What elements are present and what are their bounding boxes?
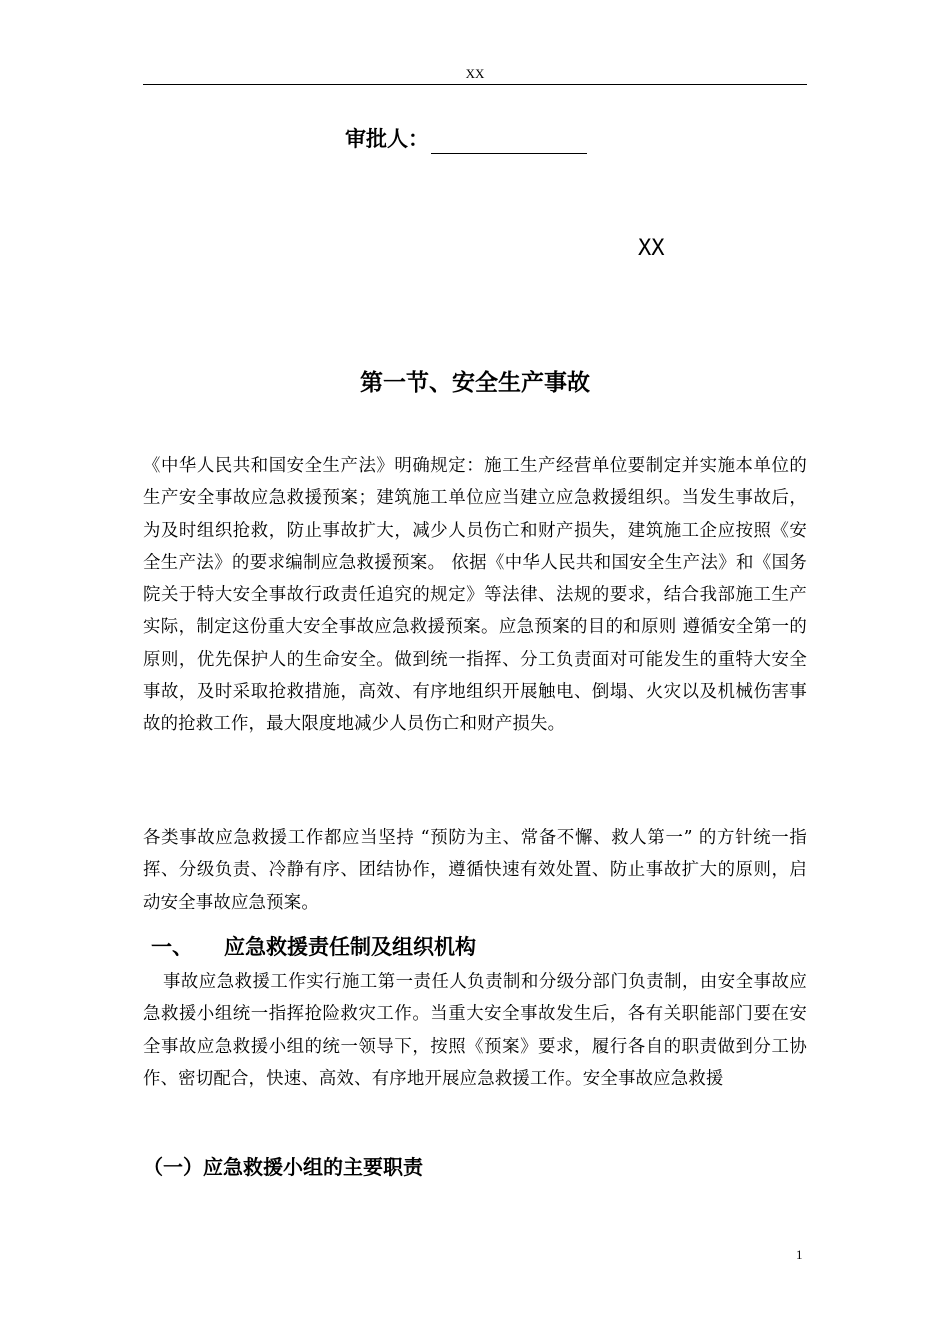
responsibility-paragraph: 事故应急救援工作实行施工第一责任人负责制和分级分部门负责制，由安全事故应急救援小组统一指挥抢险救灾工作。当重大安全事故发生后，各有关职能部门要在安全事故应急救援小组的统一领导下，按照《预案》要求，履行各自的职责做到分工协作、密切配合，快速、高效、有序地开展应急救援工作。安全事故应急救援 bbox=[143, 972, 807, 1089]
approver-label: 审批人： bbox=[345, 127, 429, 151]
approver-signature-blank bbox=[431, 131, 587, 154]
subheading-duties: （一）应急救援小组的主要职责 bbox=[143, 1155, 423, 1179]
organization-name: XX bbox=[638, 236, 665, 261]
heading-responsibility bbox=[151, 930, 476, 964]
page-number: 1 bbox=[796, 1247, 803, 1262]
heading-text: 应急救援责任制及组织机构 bbox=[224, 935, 476, 959]
header-rule bbox=[143, 84, 807, 85]
heading-number: 一、 bbox=[151, 935, 193, 959]
section-title: 第一节、安全生产事故 bbox=[360, 370, 590, 396]
page-header: XX bbox=[465, 66, 485, 81]
approver-line bbox=[345, 124, 587, 154]
intro-paragraph: 《中华人民共和国安全生产法》明确规定：施工生产经营单位要制定并实施本单位的生产安全事故应急救援预案；建筑施工单位应当建立应急救援组织。当发生事故后，为及时组织抢救，防止事故扩大，减少人员伤亡和财产损失，建筑施工企应按照《安全生产法》的要求编制应急救援预案。 依据《中华人民共和国安全生产法》和《国务院关于特大安全事故行政责任追究的规定》等法律、法规的要求，结合我部施工生产实际，制定这份重大安全事故应急救援预案。应急预案的目的和原则 遵循安全第一的原则，优先保护人的生命安全。做到统一指挥、分工负责面对可能发生的重特大安全事故，及时采取抢救措施，高效、有序地组织开展触电、倒塌、火灾以及机械伤害事故的抢救工作，最大限度地减少人员伤亡和财产损失。 bbox=[143, 456, 807, 735]
principle-paragraph: 各类事故应急救援工作都应当坚持 “预防为主、常备不懈、救人第一” 的方针统一指挥、分级负责、冷静有序、团结协作，遵循快速有效处置、防止事故扩大的原则，启动安全事故应急预案。 bbox=[143, 828, 807, 913]
